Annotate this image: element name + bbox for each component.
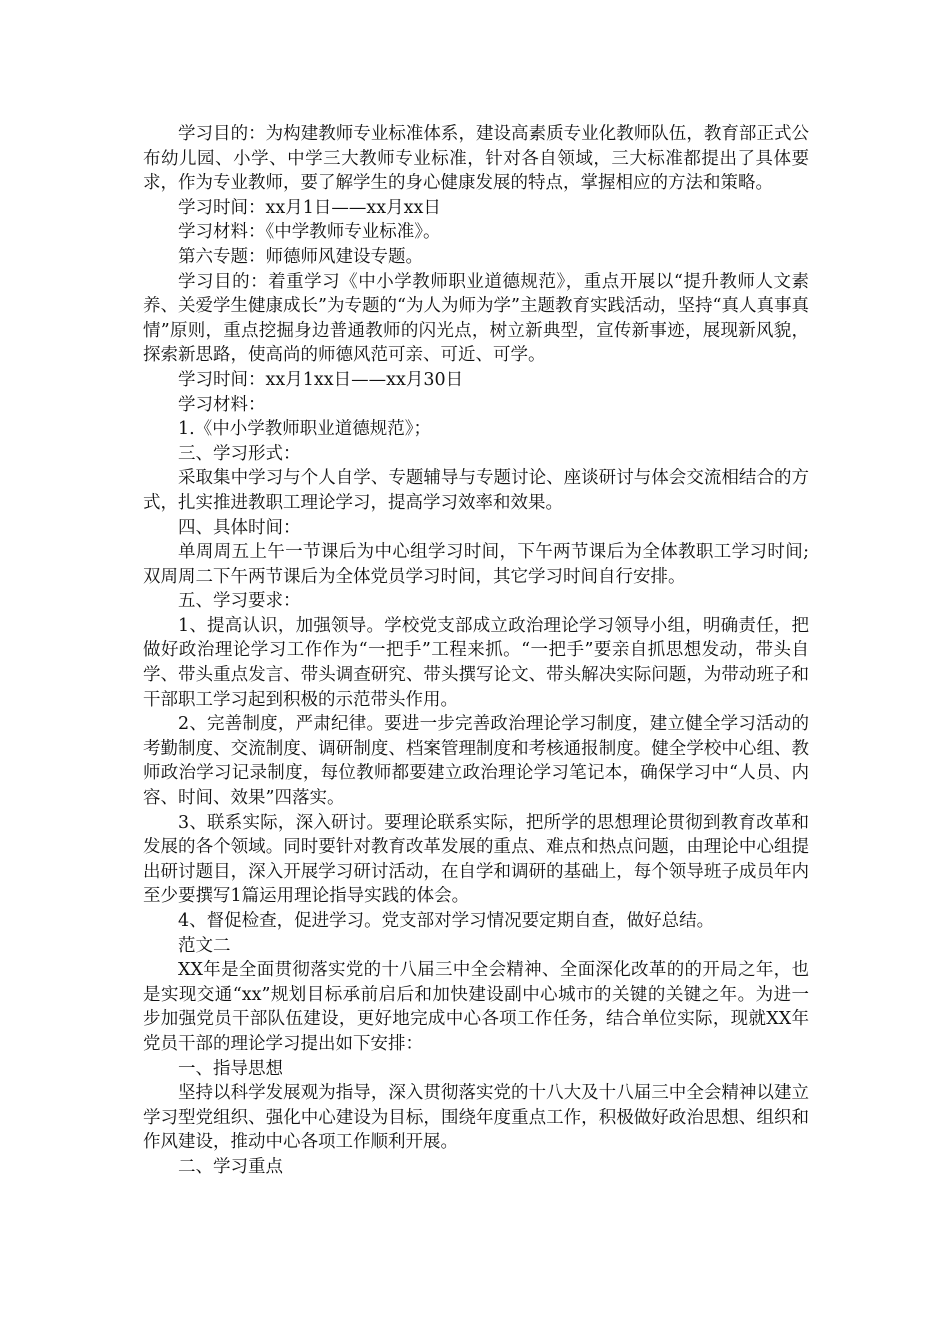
paragraph-requirement-1: 1、提高认识，加强领导。学校党支部成立政治理论学习领导小组，明确责任，把做好政治理论学习工作作为“一把手”工程来抓。“一把手”要亲自抓思想发动，带头自学、带头重点发言、带头调查研究、带头撰写论文、带头解决实际问题，为带动班子和干部职工学习起到积极的示范带头作用。 [143,615,809,710]
paragraph-study-goal-ethics: 学习目的：着重学习《中小学教师职业道德规范》，重点开展以“提升教师人文素养、关爱学生健康成长”为专题的“为人为师为学”主题教育实践活动，坚持“真人真事真情”原则，重点挖掘身边普通教师的闪光点，树立新典型，宣传新事迹，展现新风貌，探索新思路，使高尚的师德风范可亲、可近、可学。 [143,271,809,366]
paragraph-study-material-2: 学习材料： [178,394,266,415]
heading-specific-time: 四、具体时间： [178,517,301,538]
paragraph-guiding-ideology: 坚持以科学发展观为指导，深入贯彻落实党的十八大及十八届三中全会精神以建立学习型党组织、强化中心建设为目标，围绕年度重点工作，积极做好政治思想、组织和作风建设，推动中心各项工作顺利开展。 [143,1083,809,1153]
heading-study-requirements: 五、学习要求： [178,591,301,612]
paragraph-study-form: 采取集中学习与个人自学、专题辅导与专题讨论、座谈研讨与体会交流相结合的方式，扎实推进教职工理论学习，提高学习效率和效果。 [143,468,809,513]
paragraph-requirement-2: 2、完善制度，严肃纪律。要进一步完善政治理论学习制度，建立健全学习活动的考勤制度、交流制度、调研制度、档案管理制度和考核通报制度。健全学校中心组、教师政治学习记录制度，每位教师都要建立政治理论学习笔记本，确保学习中“人员、内容、时间、效果”四落实。 [143,714,809,809]
paragraph-topic-six: 第六专题：师德师风建设专题。 [178,246,423,267]
paragraph-study-material-1: 学习材料：《中学教师专业标准》。 [178,222,441,243]
heading-guiding-ideology: 一、指导思想 [178,1058,283,1079]
heading-study-form: 三、学习形式： [178,443,301,464]
paragraph-requirement-4: 4、督促检查，促进学习。党支部对学习情况要定期自查，做好总结。 [178,911,715,931]
paragraph-study-time-2: 学习时间：xx月1xx日——xx月30日 [178,369,464,390]
heading-study-focus: 二、学习重点 [178,1156,283,1177]
paragraph-study-goal-standards: 学习目的：为构建教师专业标准体系，建设高素质专业化教师队伍，教育部正式公布幼儿园、小学、中学三大教师专业标准，针对各自领域，三大标准都提出了具体要求，作为专业教师，要了解学生的身心健康发展的特点，掌握相应的方法和策略。 [143,124,809,194]
document-body [143,122,809,1180]
paragraph-study-time-1: 学习时间：xx月1日——xx月xx日 [178,197,441,218]
heading-sample-two: 范文二 [178,935,231,956]
paragraph-requirement-3: 3、联系实际，深入研讨。要理论联系实际，把所学的思想理论贯彻到教育改革和发展的各个领域。同时要针对教育改革发展的重点、难点和热点问题，由理论中心组提出研讨题目，深入开展学习研讨活动，在自学和调研的基础上，每个领导班子成员年内至少要撰写1篇运用理论指导实践的体会。 [143,812,809,907]
paragraph-sample-two-intro: XX年是全面贯彻落实党的十八届三中全会精神、全面深化改革的的开局之年，也是实现交通“xx”规划目标承前启后和加快建设副中心城市的关键的关键之年。为进一步加强党员干部队伍建设，更好地完成中心各项工作任务，结合单位实际，现就XX年党员干部的理论学习提出如下安排： [143,960,809,1054]
paragraph-material-item-1: 1.《中小学教师职业道德规范》； [178,419,431,440]
paragraph-specific-time: 单周周五上午一节课后为中心组学习时间，下午两节课后为全体教职工学习时间;双周周二下午两节课后为全体党员学习时间，其它学习时间自行安排。 [143,542,809,587]
